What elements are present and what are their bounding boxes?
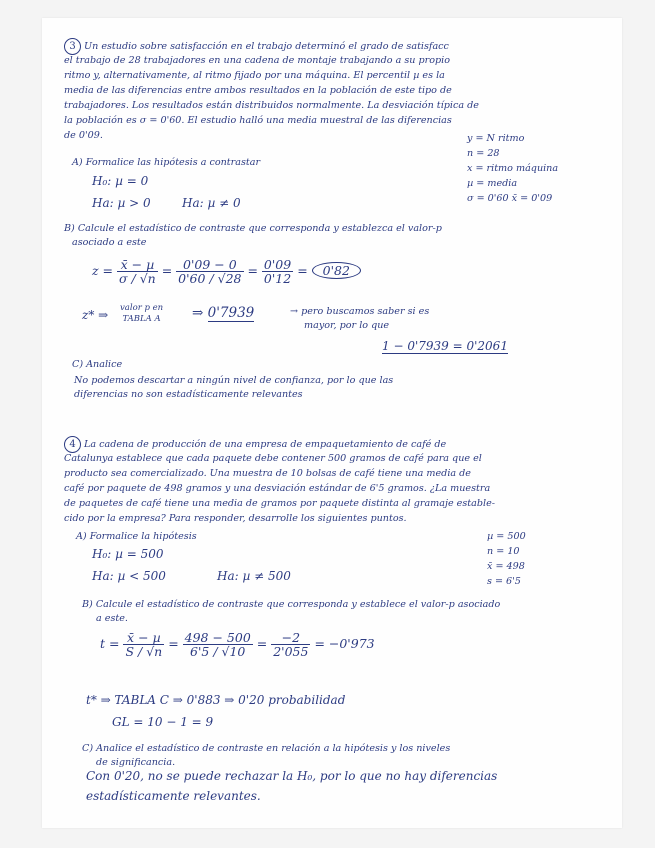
p4-given-3: x̄ = 498 [487,561,525,572]
p4-ha2: Ha: µ ≠ 500 [217,569,291,583]
p3-given-5: σ = 0'60 x̄ = 0'09 [467,193,553,204]
problem4-number: 4 [64,436,81,453]
problem4-line-3: producto sea comercializado. Una muestra de 10 bolsas de café tiene una media de [64,468,471,479]
p4-partB-prompt-1: B) Calcule el estadístico de contraste que corresponda y establece el valor-p asociado [82,599,501,610]
problem3-line-5: trabajadores. Los resultados están distribuidos normalmente. La desviación típica de [64,100,479,111]
p4-partC-answer-2: estadísticamente relevantes. [86,789,261,803]
p3-given-3: x = ritmo máquina [467,163,559,174]
p3-ha1: Ha: µ > 0 [92,196,151,210]
problem4-line-6: cido por la empresa? Para responder, desarrolle los siguientes puntos. [64,513,407,524]
p3-note-2: mayor, por lo que [304,320,390,331]
problem4-line-2: Catalunya establece que cada paquete debe contener 500 gramos de café para que el [64,453,482,464]
p3-table-label: valor p en TABLA A [120,303,164,324]
p3-partC-answer-1: No podemos descartar a ningún nivel de confianza, por lo que las [74,375,394,386]
scanned-page [42,18,622,828]
p4-partA-prompt: A) Formalice la hipótesis [76,531,197,542]
p3-z-formula: z = $\frac{\text{x̄ − µ}}{\sigma / √n}$ = $\frac{0'09 - 0}{0'60 / √28}$ = $\frac{0'09}{0'12}$ = 0'82 [92,258,361,285]
p4-gl: GL = 10 − 1 = 9 [112,715,214,729]
p4-partC-answer-1: Con 0'20, no se puede rechazar la H₀, por lo que no hay diferencias [86,769,498,783]
problem4-line-4: café por paquete de 498 gramos y una desviación estándar de 6'5 gramos. ¿La muestra [64,483,491,494]
p4-chain: t* ⇒ TABLA C ⇒ 0'883 ⇒ 0'20 probabilidad [86,693,346,707]
p3-given-1: y = N ritmo [467,133,525,144]
p4-given-2: n = 10 [487,546,520,557]
problem4-line-5: de paquetes de café tiene una media de gramos por paquete distinta al gramaje estable- [64,498,495,509]
p3-note-1: → pero buscamos saber si es [290,306,430,317]
problem4-line-1: 4 La cadena de producción de una empresa de empaquetamiento de café de [64,436,446,453]
p3-partB-prompt-2: asociado a este [72,237,147,248]
p4-ha1: Ha: µ < 500 [92,569,166,583]
problem3-number: 3 [64,38,81,55]
problem3-line-4: media de las diferencias entre ambos resultados en la población de este tipo de [64,85,452,96]
p4-h0: H₀: µ = 500 [92,547,164,561]
p4-given-4: s = 6'5 [487,576,521,587]
p3-z-result: 0'82 [312,262,361,279]
p3-ha2: Ha: µ ≠ 0 [182,196,241,210]
p4-t-formula: t = $\frac{\text{x̄ − µ}}{S / √n}$ = $\frac{498 - 500}{6'5 / √10}$ = $\frac{-2}{2'055}$ = −0'973 [100,630,375,659]
problem3-line-2: el trabajo de 28 trabajadores en una cadena de montaje trabajando a su propio [64,55,450,66]
p3-zstar: z* ⇒ [82,308,109,322]
problem3-line-6: la población es σ = 0'60. El estudio halló una media muestral de las diferencias [64,115,452,126]
p4-partB-prompt-2: a este. [96,613,128,624]
p4-partC-prompt-1: C) Analice el estadístico de contraste en relación a la hipótesis y los niveles [82,743,451,754]
p3-partC-answer-2: diferencias no son estadísticamente relevantes [74,389,303,400]
p3-h0: H₀: µ = 0 [92,174,149,188]
p3-partA-prompt: A) Formalice las hipótesis a contrastar [72,157,261,168]
p3-partC-prompt: C) Analice [72,359,123,370]
p3-p-table-value: ⇒ 0'7939 [192,305,255,321]
problem3-line-7: de 0'09. [64,130,103,141]
problem3-line-1: 3 Un estudio sobre satisfacción en el trabajo determinó el grado de satisfacc [64,38,449,55]
p4-partC-prompt-2: de significancia. [96,757,176,768]
p3-p-final: 1 − 0'7939 = 0'2061 [382,339,508,353]
p3-given-2: n = 28 [467,148,500,159]
p3-partB-prompt-1: B) Calcule el estadístico de contraste que corresponda y establezca el valor-p [64,223,442,234]
p3-given-4: µ = media [467,178,518,189]
problem3-line-3: ritmo y, alternativamente, al ritmo fijado por una máquina. El percentil µ es la [64,70,445,81]
p4-given-1: µ = 500 [487,531,526,542]
